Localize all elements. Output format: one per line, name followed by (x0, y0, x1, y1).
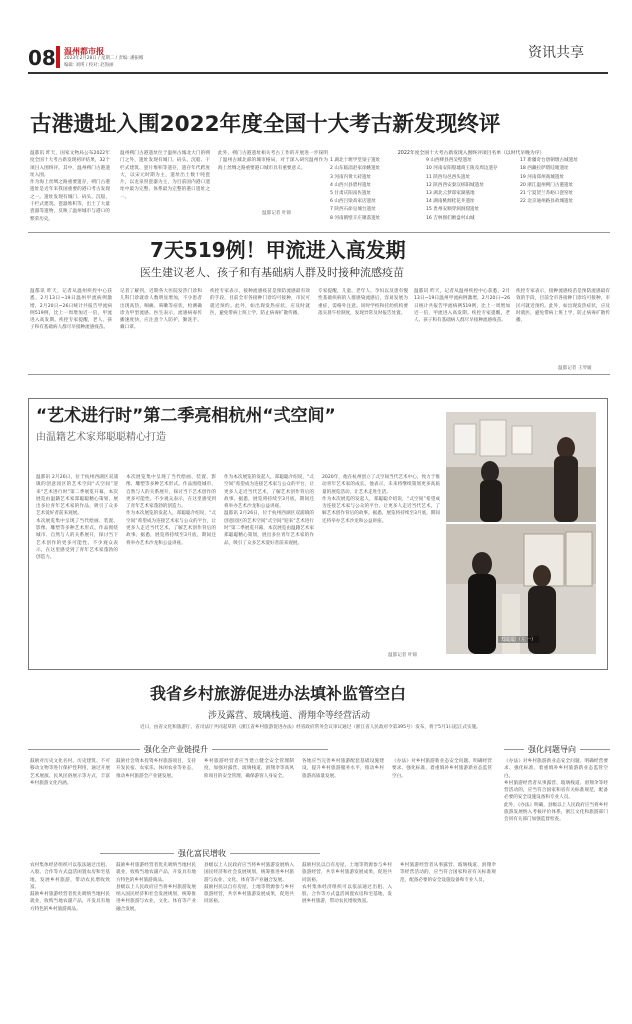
lead-list-item: 3 河南内黄大砖遗址 (330, 174, 372, 180)
lead-body-col2: 温州朔门古港遗址位于温州古城北大门的朔门之外，遗址发现有城门、码头、沉船、干栏式建筑、瓷片堆积等遗存，遗存年代跨度大，以宋元时期为主，遗址出土数十吨瓷片，以龙泉窑瓷器为主，为目前国内港口遗址中最为完整、体系最为完整的港口遗址之一。 (120, 151, 210, 200)
lead-list-item: 17 新疆奇台唐朝墩古城遗址 (520, 158, 578, 164)
lead-list-box (330, 150, 612, 228)
lead-list-item: 20 浙江温州朔门古港遗址 (520, 182, 574, 188)
lead-list-item: 12 陕西西安秦汉栎阳城遗址 (426, 182, 484, 188)
section-title-2: 强化富民增收 (174, 848, 230, 859)
flu-col6: 疾控专家表示，接种流感疫苗是预防流感最有效的手段，目前全市各接种门诊均可接种，市民可就近预约。此外，如出现发热症状，应及时就医，避免带病上班上学，防止病毒扩散传播。 (516, 289, 610, 324)
lead-byline: 温都记者 叶锦 (262, 211, 292, 216)
lead-list-item: 4 山西兴县碧村遗址 (330, 182, 372, 188)
artist-photo (446, 524, 596, 654)
rural-col9: 鼓励村民以自有房屋、土地等资源参与乡村旅游经营，共享乡村旅游发展成果，促进共同富裕。 农村集体经济组织可以依法通过出租、入股、合作等方式盘活闲置农房和宅基地，发展乡村旅游，带动农民增收致富。 (302, 863, 392, 905)
lead-list-item: 13 湖北云梦郑家湖墓地 (426, 191, 475, 196)
rural-col2: 鼓励社会资本投资乡村旅游项目，支持开发民宿、农家乐、休闲农业等业态，推动乡村旅游全产业链发展。 (116, 759, 196, 779)
lead-list-item: 19 河南郑州商城遗址 (520, 174, 565, 180)
flu-subhead: 医生建议老人、孩子和有基础病人群及时接种流感疫苗 (140, 266, 404, 279)
gallery-photo (446, 412, 596, 522)
flu-byline: 温都记者 王琴媛 (558, 366, 592, 371)
lead-list-item: 22 北京通州路县故城遗址 (520, 199, 574, 205)
flu-col2: 记者了解到，近期各大医院发热门诊和儿科门诊就诊人数明显增加，不少患者出现高热、咽痛、咳嗽等症状，检测确诊为甲型流感。医生表示，流感病毒传播速度快，应注意个人防护，勤洗手、戴口罩。 (120, 289, 202, 331)
lead-list-item: 21 宁夏贺兰苏峪口瓷窑址 (520, 191, 574, 196)
lead-body-col3: 此外，朔门古港遗址相关考古工作的开展进一步探明了温州古城北部的城市格局，对于深入研究温州作为海上丝绸之路重要港口城市具有重要意义。 (218, 151, 328, 171)
art-col4: 2020年，他在杭州创立了弍空间当代艺术中心，致力于推动青年艺术家的成长。他表示，未来将继续策划更多高质量的展览活动，让艺术走进生活。 作为本次展览的发起人，郑聪聪介绍说，“弍空间”希望成为连接艺术家与公众的平台，让更多人走近当代艺术，了解艺术创作背后的故事。据悉，展览将持续至3月底，期间还将举办艺术沙龙和公益讲座。 (322, 475, 440, 524)
rural-headline: 我省乡村旅游促进办法填补监管空白 (150, 684, 407, 703)
rural-col4: 各地应当完善乡村旅游配套基础设施建设，提升乡村旅游服务水平，推动乡村旅游高质量发展。 (302, 759, 384, 779)
rural-col10: 乡村旅游经营者从事露营、玻璃栈道、滑翔伞等经营活动的，应当符合国家和省有关标准规范，配备必要的安全设施设备和专业人员。 (400, 863, 496, 883)
editors-line: 编辑: 刘瑛 / 校对: 赵海丽 (64, 63, 114, 68)
art-headline: “艺术进行时”第二季亮相杭州“弍空间” (36, 406, 336, 426)
rural-col5: 《办法》对乡村旅游新业态安全问题、明确经营要求、强化标准，着重填补乡村旅游新业态监管空白。 (392, 759, 492, 779)
rural-subhead: 涉及露营、玻璃栈道、滑翔伞等经营活动 (208, 711, 371, 721)
photo-caption: 郑聪聪（左一） (498, 636, 539, 643)
rural-col3: 乡村旅游经营者应当建立健全安全管理制度，加强对露营、玻璃栈道、滑翔伞等高风险项目的安全管理，确保游客人身安全。 (204, 759, 294, 779)
date-line: 2023年2月28日 / 星期二 / 责编: 潘振娜 (64, 56, 144, 61)
flu-col5: 温都讯 昨天，记者从温州疾控中心获悉，2月13日~19日温州甲流病例激增，2月20日~26日统计共报告甲流病例519例，比上一周增加近一倍，甲流进入高发期。疾控专家提醒，老人、孩子和有基础病人群尽早接种流感疫苗。 (414, 289, 510, 324)
lead-list-item: 15 贵州安顺穿洞洞窟遗址 (426, 207, 480, 213)
section-name: 资讯共享 (528, 45, 584, 61)
section-title-1: 强化全产业链提升 (140, 744, 212, 755)
section-title-3: 强化问题导向 (524, 744, 580, 755)
lead-list-item: 5 甘肃庆阳南佐遗址 (330, 191, 372, 196)
lead-body-col1: 温都讯 昨天，国家文物局公布2022年度全国十大考古新发现初评结果，32个项目入围终评。其中，温州朔门古港遗址入围。 作为海上丝绸之路重要遗存，朔门古港遗址是近年来我国重要的港口考古发现之一。遗址发现有城门、码头、沉船、干栏式建筑、瓷器堆积等，出土了大量瓷器等遗物，反映了温州城市与港口的繁荣历史。 (30, 151, 110, 222)
art-col3: 作为本次展览的发起人，郑聪聪介绍说，“弍空间”希望成为连接艺术家与公众的平台，让更多人走近当代艺术，了解艺术创作背后的故事。据悉，展览将持续至3月底，期间还将举办艺术沙龙和公益讲座。 温都讯 2月26日，位于杭州西湖区双浦镇的创意园区的艺术空间“弍空间”迎来“艺术进行时”第二季展览开幕，本次展览由温籍艺术家郑聪聪精心策划，展出多位青年艺术家的作品，吸引了众多艺术爱好者前来观展。 (224, 475, 314, 546)
lead-list-item: 10 河南安阳殷墟商王陵及周边遗存 (426, 166, 498, 172)
lead-list-item: 1 湖北十堰学堂梁子遗址 (330, 158, 381, 164)
art-subhead: 由温籍艺术家郑聪聪精心打造 (36, 432, 166, 443)
lead-list-item: 6 山西吕梁高家店遗址 (330, 199, 376, 205)
rural-intro: 近日，由省文化和旅游厅、省司法厅共同起草的《浙江省乡村旅游促进办法》经省政府常务会议审议通过（浙江省人民政府令第395号）发布，将于5月1日起正式实施。 (140, 725, 481, 730)
art-col2: 本次展览集中呈现了当代绘画、装置、影像、雕塑等多种艺术形式。作品围绕城市、自然与人的关系展开，探讨当下艺术创作的更多可能性。不少观众表示，在这里感受到了青年艺术家蓬勃的创造力。 作为本次展览的发起人，郑聪聪介绍说，“弍空间”希望成为连接艺术家与公众的平台，让更多人走近当代艺术，了解艺术创作背后的故事。据悉，展览将持续至3月底，期间还将举办艺术沙龙和公益讲座。 (126, 475, 216, 546)
lead-list-item: 16 吉林图们磨盘村山城 (426, 215, 475, 221)
lead-list-item: 9 山西绛县西吴壁遗址 (426, 158, 472, 164)
paper-logo (56, 46, 60, 68)
rule-lead (28, 232, 610, 233)
lead-list-title: 2022年度全国十大考古新发现入围终评项目名单（以时代早晚为序） (397, 151, 545, 156)
page-number: 08 (28, 46, 56, 70)
art-col1: 温都讯 2月26日，位于杭州西湖区双浦镇的创意园区的艺术空间“弍空间”迎来“艺术进行时”第二季展览开幕，本次展览由温籍艺术家郑聪聪精心策划，展出多位青年艺术家的作品，吸引了众多艺术爱好者前来观展。 本次展览集中呈现了当代绘画、装置、影像、雕塑等多种艺术形式。作品围绕城市、自然与人的关系展开，探讨当下艺术创作的更多可能性。不少观众表示，在这里感受到了青年艺术家蓬勃的创造力。 (36, 475, 118, 561)
flu-col4: 专家提醒，儿童、老年人、孕妇以及患有慢性基础疾病的人群感染流感后，容易发展为重症，需格外注意。同时学校和托幼机构要落实晨午检制度，发现异常及时报告处置。 (318, 289, 408, 316)
masthead (0, 0, 632, 80)
art-byline: 温都记者 叶锦 (388, 653, 418, 658)
lead-list-item: 14 湖南桃源桂花井遗址 (426, 199, 475, 205)
lead-list (330, 157, 612, 225)
rural-col7: 鼓励乡村旅游经营者优先吸纳当地村民就业，收购当地农副产品，开发具有地方特色的乡村旅游商品。 县级以上人民政府应当将乡村旅游发展纳入国民经济和社会发展规划，统筹推进乡村旅游与农业、文化、体育等产业融合发展。 (116, 863, 196, 912)
rule-flu (28, 374, 610, 375)
rural-col1: 鼓励对历史文化名村、历史建筑、不可移动文物等进行保护性利用，通过开展艺术展演、民风民俗展示等方式，丰富乡村旅游文化内涵。 (30, 759, 110, 786)
flu-col3: 疾控专家表示，接种流感疫苗是预防流感最有效的手段，目前全市各接种门诊均可接种，市民可就近预约。此外，如出现发热症状，应及时就医，避免带病上班上学，防止病毒扩散传播。 (210, 289, 310, 316)
flu-col1: 温都讯 昨天，记者从温州疾控中心获悉，2月13日~19日温州甲流病例激增，2月20日~26日统计共报告甲流病例519例，比上一周增加近一倍，甲流进入高发期。疾控专家提醒，老人、孩子和有基础病人群尽早接种流感疫苗。 (30, 289, 112, 331)
lead-headline: 古港遗址入围2022年度全国十大考古新发现终评 (30, 112, 501, 137)
rural-col11: 《办法》对乡村旅游新业态安全问题、明确经营要求、强化标准，着重填补乡村旅游新业态监管空白。 乡村旅游经营者从事露营、玻璃栈道、滑翔伞等经营活动的，应当符合国家和省有关标准规范，配备必要的安全设施设备和专业人员。 此外，《办法》明确，县级以上人民政府应当将乡村旅游发展纳入考核评价体系，浙江文化和旅游部门会同有关部门加强监督检查。 (504, 759, 608, 823)
lead-list-item: 7 陕西石峁皇城台遗址 (330, 207, 376, 213)
lead-list-item: 18 西藏拉萨塔哇塘遗址 (520, 166, 569, 172)
lead-list-item: 2 山东临淄赵家徐姚遗址 (330, 166, 381, 172)
masthead-rule (28, 72, 608, 74)
flu-headline: 7天519例！甲流进入高发期 (150, 238, 406, 262)
lead-list-item: 8 河南鹤壁辛庄聚落遗址 (330, 215, 381, 221)
rural-col8: 县级以上人民政府应当将乡村旅游发展纳入国民经济和社会发展规划，统筹推进乡村旅游与农业、文化、体育等产业融合发展。 鼓励村民以自有房屋、土地等资源参与乡村旅游经营，共享乡村旅游发展成果，促进共同富裕。 (204, 863, 294, 905)
paper-name: 温州都市报 (64, 47, 104, 56)
rural-col6: 农村集体经济组织可以依法通过出租、入股、合作等方式盘活闲置农房和宅基地，发展乡村旅游，带动农民增收致富。 鼓励乡村旅游经营者优先吸纳当地村民就业，收购当地农副产品，开发具有地方特色的乡村旅游商品。 (30, 863, 110, 912)
lead-list-item: 11 陕西旬邑西头遗址 (426, 174, 471, 180)
